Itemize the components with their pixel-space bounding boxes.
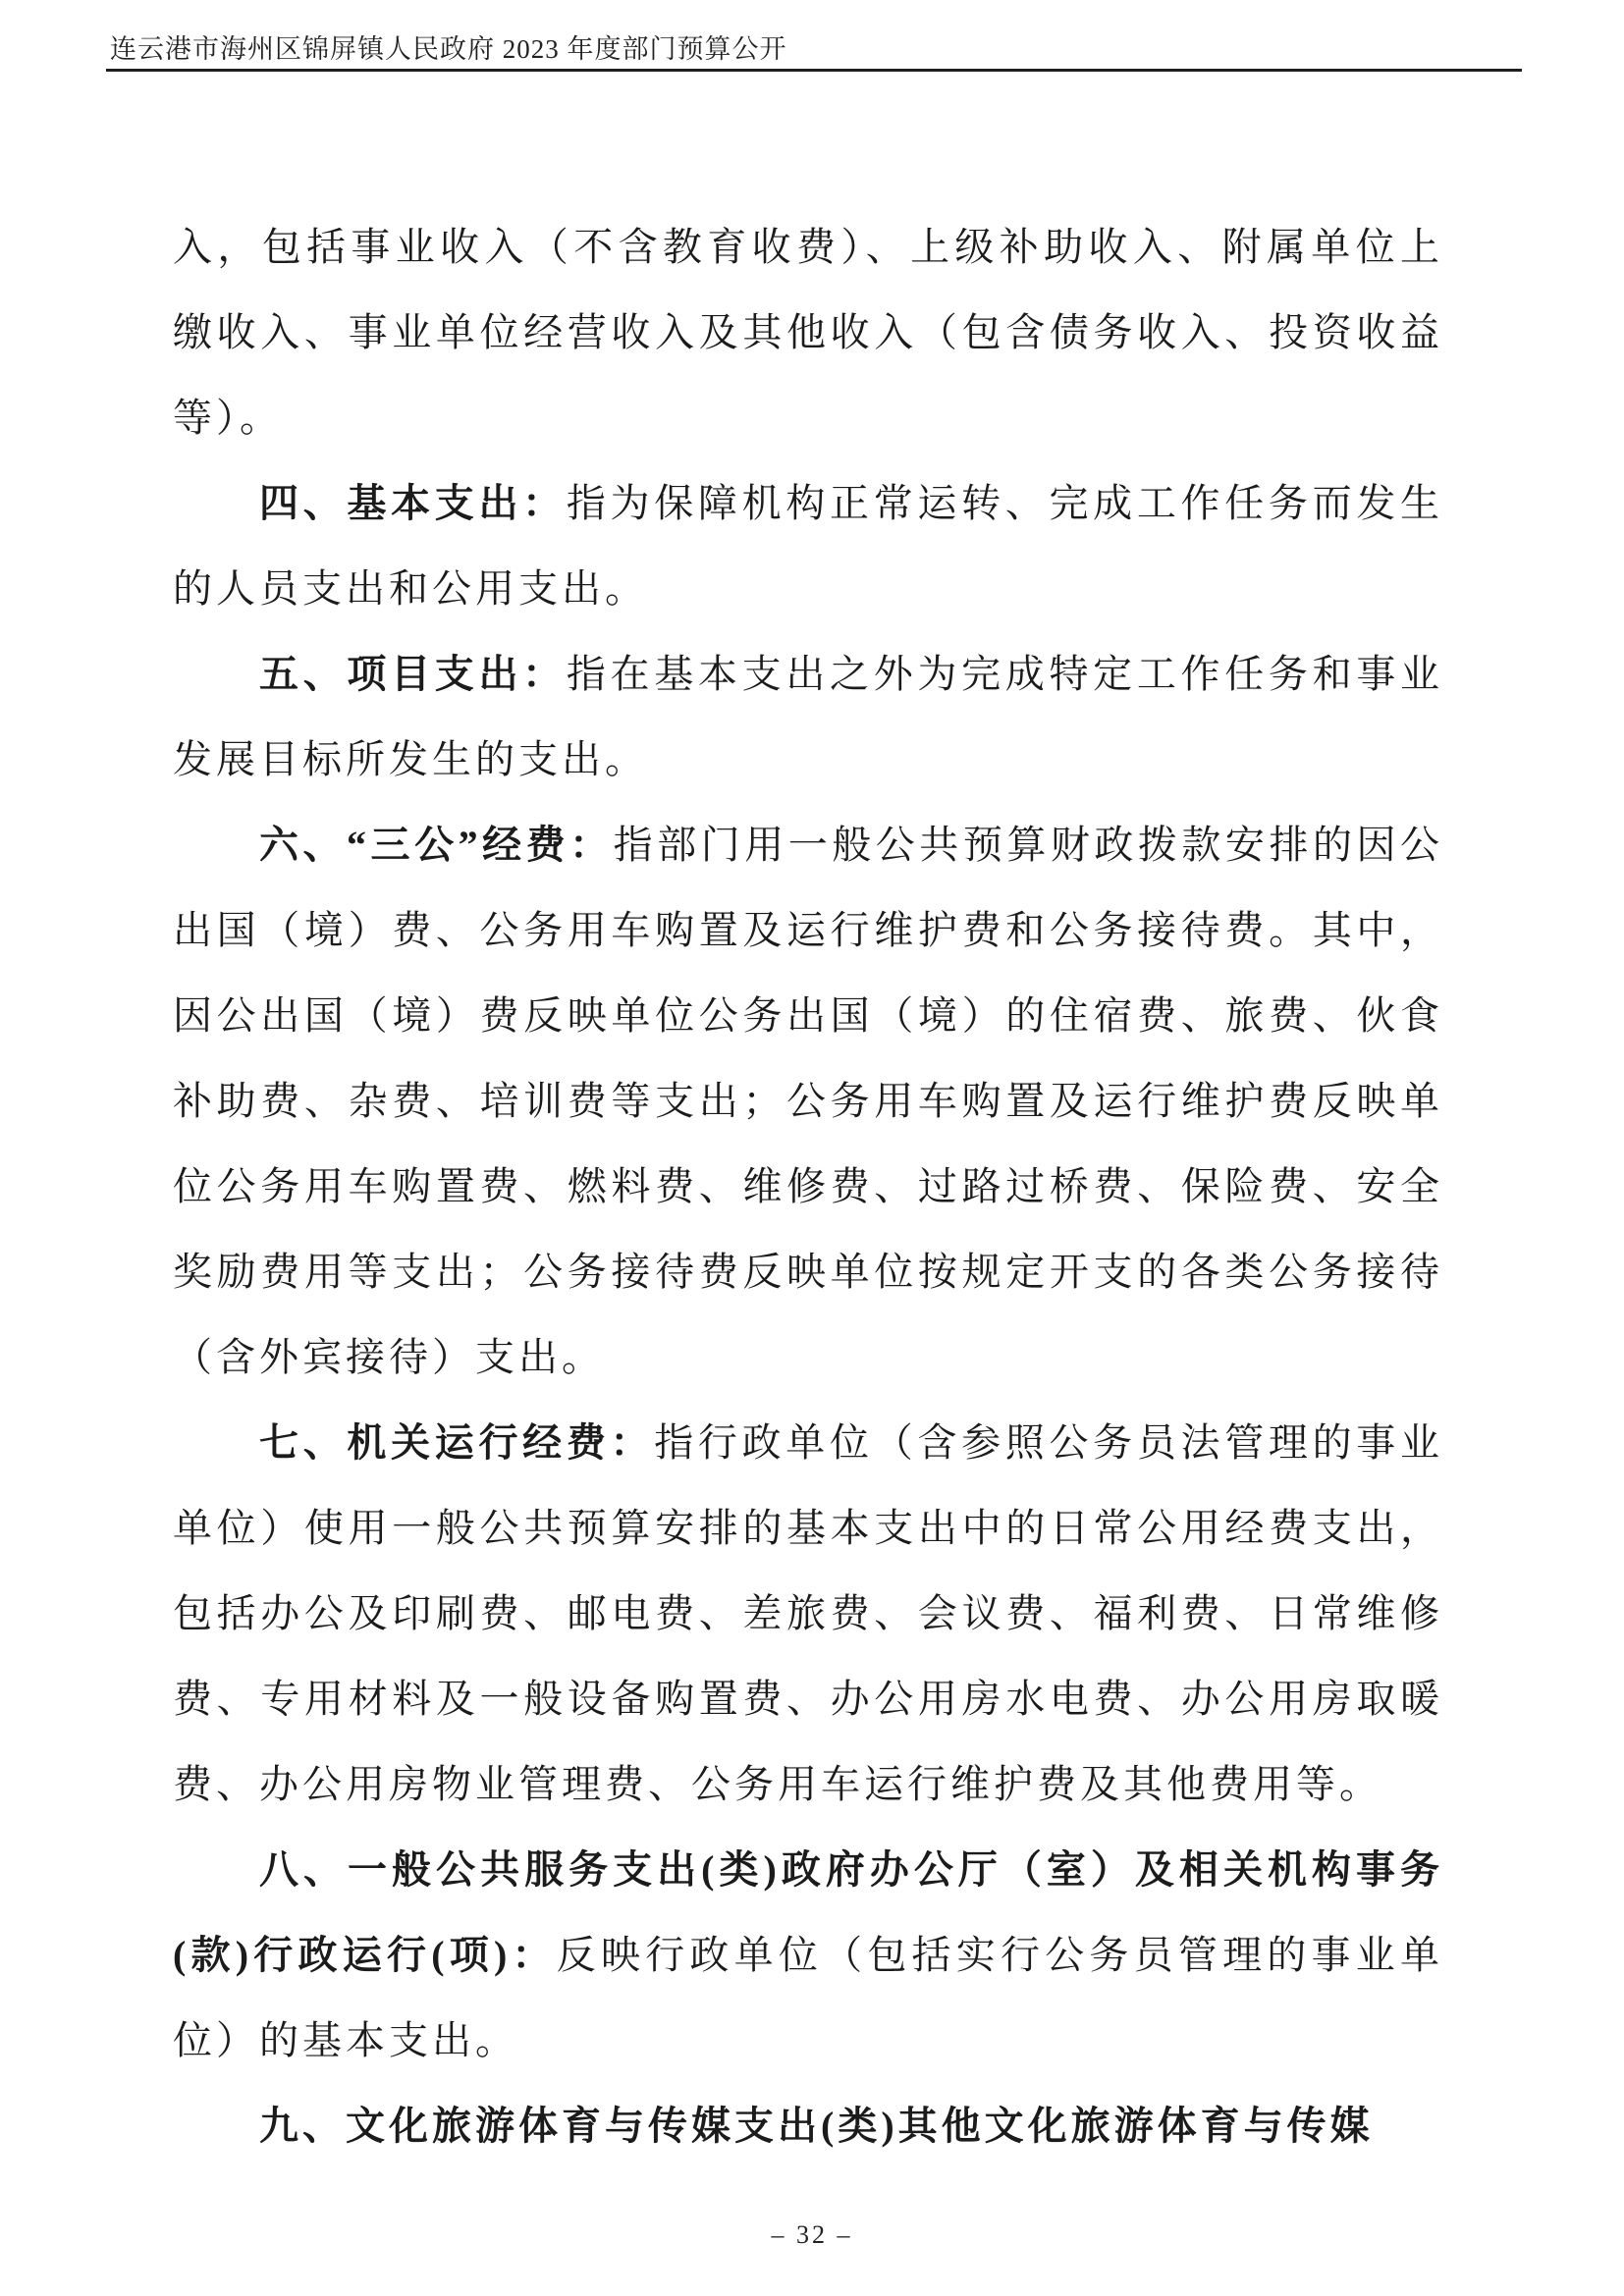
paragraph-text: 指在基本支出之外为完成特定工作任务和事业发展目标所发生的支出。 [173, 652, 1444, 781]
paragraph-text: 指行政单位（含参照公务员法管理的事业单位）使用一般公共预算安排的基本支出中的日常公用经费支出，包括办公及印刷费、邮电费、差旅费、会议费、福利费、日常维修费、专用材料及一般设备购置费、办公用房水电费、办公用房取暖费、办公用房物业管理费、公务用车运行维护费及其他费用等。 [173, 1420, 1444, 1806]
paragraph-heading: 四、基本支出： [259, 481, 567, 525]
paragraph-project-expenditure [173, 631, 1443, 802]
document-body [173, 204, 1443, 2168]
paragraph-three-public-funds [173, 802, 1443, 1400]
paragraph-heading: 五、项目支出： [259, 652, 567, 696]
page-header-title: 连云港市海州区锦屏镇人民政府 2023 年度部门预算公开 [110, 34, 787, 64]
paragraph-basic-expenditure [173, 460, 1443, 631]
paragraph-agency-operating-funds [173, 1400, 1443, 1827]
paragraph-text: 入，包括事业收入（不含教育收费）、上级补助收入、附属单位上缴收入、事业单位经营收入及其他收入（包含债务收入、投资收益等）。 [173, 225, 1443, 440]
paragraph-heading: 七、机关运行经费： [259, 1420, 655, 1465]
paragraph-culture-tourism-media [173, 2083, 1443, 2168]
paragraph-text: 反映行政单位（包括实行公务员管理的事业单位）的基本支出。 [173, 1933, 1444, 2062]
paragraph-heading: 八、一般公共服务支出(类)政府办公厅（室）及相关机构事务(款)行政运行(项)： [173, 1847, 1443, 1977]
paragraph-general-public-service [173, 1827, 1443, 2083]
paragraph-text: 指为保障机构正常运转、完成工作任务而发生的人员支出和公用支出。 [173, 481, 1444, 611]
paragraph-text: 指部门用一般公共预算财政拨款安排的因公出国（境）费、公务用车购置及运行维护费和公务接待费。其中，因公出国（境）费反映单位公务出国（境）的住宿费、旅费、伙食补助费、杂费、培训费等支出；公务用车购置及运行维护费反映单位公务用车购置费、燃料费、维修费、过路过桥费、保险费、安全奖励费用等支出；公务接待费反映单位按规定开支的各类公务接待（含外宾接待）支出。 [173, 823, 1444, 1379]
paragraph-continuation [173, 204, 1443, 460]
paragraph-heading: 九、文化旅游体育与传媒支出(类)其他文化旅游体育与传媒 [259, 2104, 1374, 2148]
footer-page-number: – 32 – [771, 2220, 853, 2249]
header-rule [106, 69, 1522, 72]
paragraph-heading: 六、“三公”经费： [259, 823, 614, 867]
